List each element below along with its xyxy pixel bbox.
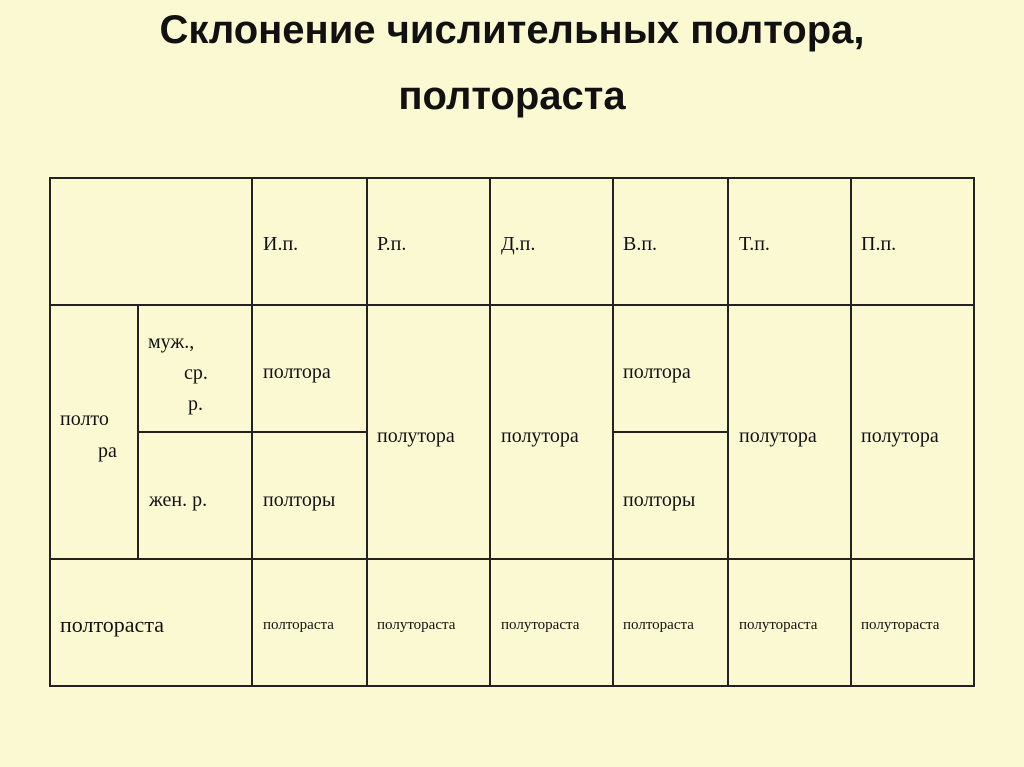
- poltora-label-part2: ра: [98, 440, 117, 462]
- poltorasta-prep: полутораста: [861, 617, 940, 633]
- title-line-1: Склонение числительных полтора,: [159, 8, 865, 52]
- masc-neut-label-3: р.: [188, 393, 203, 415]
- poltora-prep: полутора: [861, 425, 939, 447]
- poltorasta-acc: полтораста: [623, 617, 694, 633]
- header-genitive: Р.п.: [377, 233, 407, 255]
- masc-neut-label-1: муж.,: [148, 331, 195, 353]
- poltorasta-label: полтораста: [60, 612, 164, 637]
- fem-label: жен. р.: [149, 489, 208, 511]
- title-line-2: полтораста: [398, 74, 626, 118]
- table-col-divider-4: [612, 177, 614, 687]
- poltora-ins: полутора: [739, 425, 817, 447]
- poltora-label-part1: полто: [60, 408, 109, 430]
- poltora-gen: полутора: [377, 425, 455, 447]
- header-prepositional: П.п.: [861, 233, 897, 255]
- header-dative: Д.п.: [501, 233, 536, 255]
- poltorasta-ins: полутораста: [739, 617, 818, 633]
- table-row-divider-2: [49, 558, 975, 560]
- table-border-left: [49, 177, 51, 687]
- table-border-bottom: [49, 685, 975, 687]
- poltorasta-dat: полутораста: [501, 617, 580, 633]
- poltora-acc-fem: полторы: [623, 489, 696, 511]
- table-col-divider-6: [850, 177, 852, 687]
- poltora-nom-masc: полтора: [263, 361, 331, 383]
- table-border-top: [49, 177, 975, 179]
- table-col-divider-5: [727, 177, 729, 687]
- table-row-divider-acc: [613, 431, 728, 433]
- table-row-divider-1: [49, 304, 975, 306]
- poltorasta-nom: полтораста: [263, 617, 334, 633]
- poltora-acc-masc: полтора: [623, 361, 691, 383]
- table-col-divider-2: [366, 177, 368, 687]
- table-col-divider-1: [251, 177, 253, 687]
- table-col-divider-3: [489, 177, 491, 687]
- poltora-dat: полутора: [501, 425, 579, 447]
- masc-neut-label-2: ср.: [184, 362, 208, 384]
- poltorasta-gen: полутораста: [377, 617, 456, 633]
- poltora-nom-fem: полторы: [263, 489, 336, 511]
- table-border-right: [973, 177, 975, 687]
- header-instrumental: Т.п.: [739, 233, 770, 255]
- header-accusative: В.п.: [623, 233, 658, 255]
- header-nominative: И.п.: [263, 233, 299, 255]
- table-col-divider-gender: [137, 304, 139, 560]
